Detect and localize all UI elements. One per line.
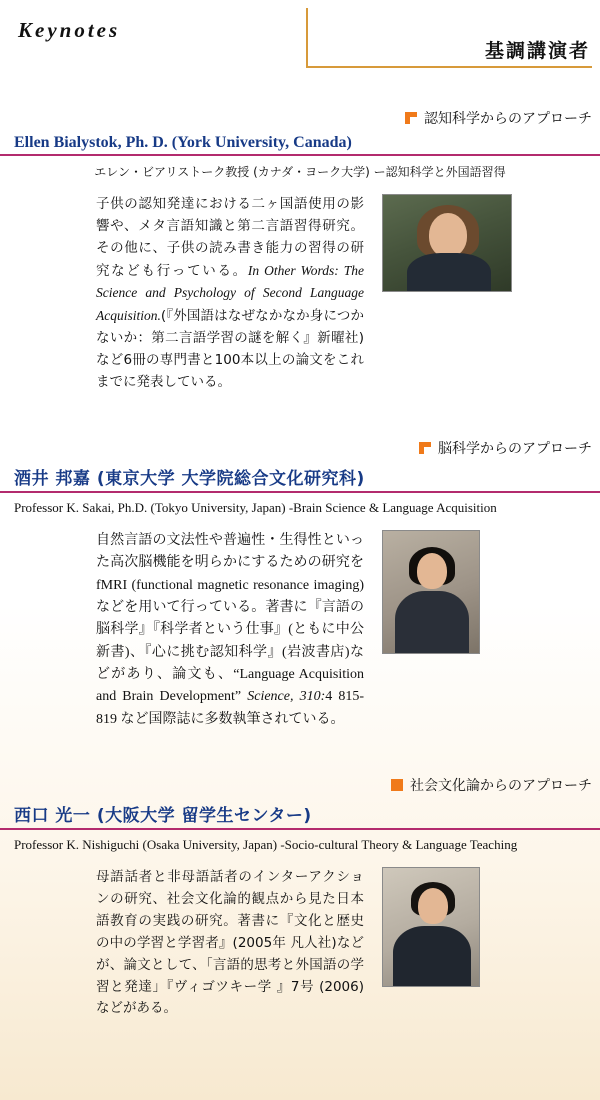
speaker-subtitle-2: Professor K. Sakai, Ph.D. (Tokyo University, Japan) -Brain Science & Language Acquisition xyxy=(14,499,497,515)
speaker-photo-1 xyxy=(382,194,512,292)
approach-label-3 xyxy=(0,775,600,795)
portrait-torso xyxy=(393,926,471,987)
bio-text-2b: 4 815-819 など国際誌に多数執筆されている。 xyxy=(96,689,364,727)
bio-italic-2: Science, 310: xyxy=(247,689,326,705)
keynote-section-1 xyxy=(0,108,600,394)
speaker-bio-1 xyxy=(96,194,364,394)
bullet-square-icon xyxy=(405,112,417,124)
keynote-section-2 xyxy=(0,438,600,732)
speaker-name-3: 西口 光一 (大阪大学 留学生センター) xyxy=(14,806,312,827)
speaker-body-3 xyxy=(0,867,600,1020)
speaker-body-1 xyxy=(0,194,600,394)
speaker-name-row-2 xyxy=(0,464,600,493)
bio-quote-2: “Language Acquisition and Brain Development” xyxy=(96,667,365,705)
bullet-square-icon xyxy=(391,779,403,791)
portrait-torso xyxy=(407,253,491,292)
approach-text-1: 認知科学からのアプローチ xyxy=(424,111,592,127)
approach-text-2: 脳科学からのアプローチ xyxy=(438,440,592,457)
speaker-photo-2 xyxy=(382,530,480,654)
bio-italic-1: In Other Words: The Science and Psychology of Second Language Acquisition. xyxy=(96,262,365,324)
bio-text-2a: 自然言語の文法性や普遍性・生得性といった高次脳機能を明らかにするための研究をfMRI (functional magnetic resonance imaging)などを用いて行っている。著書に『言語の脳科学』『科学者という仕事』(ともに中公新書)、『心に挑む認知科学』(岩波書店)などがあり、論文も、 xyxy=(96,532,364,683)
speaker-bio-3: 母語話者と非母語話者のインターアクションの研究、社会文化論的観点から見た日本語教育の実践の研究。著書に『文化と歴史の中の学習と学習者』(2005年 凡人社)などが、論文として、「言語的思考と外国語の学習と発達」『ヴィゴツキー学 』7号 (2006) などがある。 xyxy=(96,869,364,1017)
portrait-head xyxy=(429,213,467,257)
speaker-photo-3 xyxy=(382,867,480,987)
page-title-ja: 基調講演者 xyxy=(484,40,590,62)
page-title-en: Keynotes xyxy=(18,18,121,42)
portrait-head xyxy=(417,553,447,589)
speaker-name-row-1 xyxy=(0,134,600,156)
speaker-name-1: Ellen Bialystok, Ph. D. (York University, Canada) xyxy=(14,134,352,151)
speaker-subtitle-1: エレン・ビアリストーク教授 (カナダ・ヨーク大学) ー認知科学と外国語習得 xyxy=(94,165,506,179)
page-header xyxy=(0,0,600,90)
bio-text-1a: 子供の認知発達における二ヶ国語使用の影響や、メタ言語知識と第二言語習得研究。その他に、子供の読み書き能力の習得の研究なども行っている。 xyxy=(96,196,364,279)
speaker-name-2: 酒井 邦嘉 (東京大学 大学院総合文化研究科) xyxy=(14,468,365,489)
header-vertical-rule xyxy=(306,8,308,68)
speaker-bio-2 xyxy=(96,530,364,732)
keynote-section-3 xyxy=(0,775,600,1020)
bio-text-1b: (『外国語はなぜなかなか身につかないか：第二言語学習の謎を解く』新曜社) など6冊の専門書と100本以上の論文をこれまでに発表している。 xyxy=(96,308,364,390)
speaker-body-2 xyxy=(0,530,600,732)
portrait-torso xyxy=(395,591,469,654)
speaker-subtitle-3: Professor K. Nishiguchi (Osaka University, Japan) -Socio-cultural Theory & Language Teaching xyxy=(14,837,518,853)
approach-text-3: 社会文化論からのアプローチ xyxy=(410,778,592,795)
speaker-name-row-3 xyxy=(0,801,600,830)
approach-label-1 xyxy=(0,108,600,128)
portrait-head xyxy=(418,888,448,924)
bullet-square-icon xyxy=(419,442,431,454)
approach-label-2 xyxy=(0,438,600,458)
header-horizontal-rule xyxy=(306,66,592,68)
